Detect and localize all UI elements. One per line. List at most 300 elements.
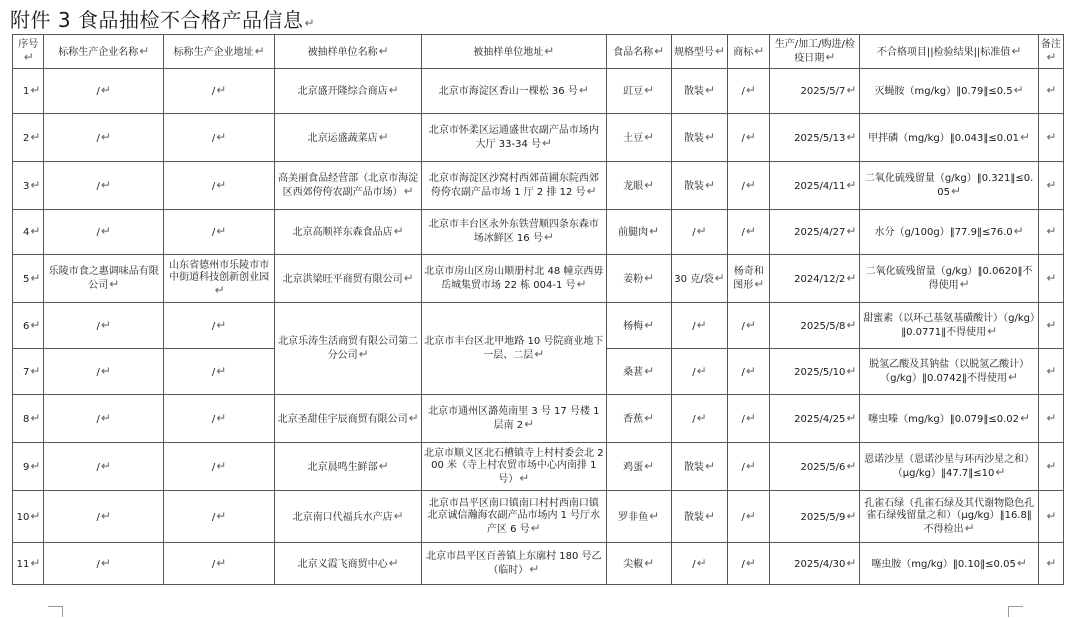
- cell-food: [606, 543, 671, 585]
- column-header-label: 标称生产企业地址: [173, 46, 254, 58]
- cell-text: /: [741, 558, 745, 570]
- cell-spec: [671, 114, 728, 162]
- cell-text: 11: [16, 558, 30, 570]
- cell-text: 北京高顺祥东森食品店: [292, 227, 393, 238]
- column-header: [275, 35, 422, 69]
- table-row: [13, 491, 1064, 543]
- cell-mfr: [44, 491, 164, 543]
- cell-text: 2024/12/2: [794, 273, 846, 285]
- cell-unit-addr: [422, 395, 607, 443]
- paragraph-mark-icon: ↵: [529, 561, 540, 576]
- paragraph-mark-icon: ↵: [745, 224, 756, 238]
- cell-text: /: [211, 227, 216, 238]
- cell-text: 北京市通州区潞苑南里 3 号 17 号楼 1 层南 2: [428, 405, 600, 431]
- paragraph-mark-icon: ↵: [649, 224, 660, 238]
- table-row: [13, 303, 1064, 349]
- cell-text: 散装: [683, 180, 704, 192]
- cell-text: 2025/4/11: [794, 180, 846, 192]
- cell-text: 8: [23, 413, 30, 425]
- cell-date: [770, 69, 860, 114]
- cell-text: /: [741, 413, 745, 425]
- paragraph-mark-icon: ↵: [644, 270, 655, 285]
- cell-text: 灭蝇胺（mg/kg）‖0.79‖≤0.5: [874, 86, 1013, 97]
- cell-food: [606, 443, 671, 491]
- paragraph-mark-icon: ↵: [393, 508, 404, 523]
- paragraph-mark-icon: ↵: [846, 129, 857, 144]
- cell-date: [770, 162, 860, 210]
- cell-item: [860, 395, 1038, 443]
- paragraph-mark-icon: ↵: [696, 224, 707, 238]
- cell-text: /: [741, 320, 745, 332]
- cell-text: 土豆: [623, 132, 644, 144]
- cell-spec: [671, 255, 728, 303]
- cell-text: 甜蜜素（以环己基氨基磺酸计）（g/kg）‖0.0771‖不得使用: [863, 312, 1036, 338]
- cell-text: /: [692, 558, 696, 570]
- cell-no: [13, 114, 44, 162]
- cell-text: 恩诺沙星（恩诺沙星与环丙沙星之和）（μg/kg）‖47.7‖≤10: [864, 453, 1035, 479]
- cell-text: 杨奇和图形: [733, 265, 764, 291]
- cell-date: [770, 395, 860, 443]
- cell-no: [13, 69, 44, 114]
- cell-text: 北京市顺义区北石槽镇寺上村村委会北 200 米（寺上村农贸市场中心内南排 1 号）: [424, 447, 604, 485]
- cell-text: 散装: [683, 511, 704, 523]
- cell-unit-addr: [422, 210, 607, 255]
- paragraph-mark-icon: ↵: [745, 363, 756, 378]
- cell-unit-addr: [422, 162, 607, 210]
- cell-text: /: [741, 86, 745, 97]
- cell-unit-addr: [422, 303, 607, 395]
- column-header: [13, 35, 44, 69]
- table-row: [13, 114, 1064, 162]
- paragraph-mark-icon: ↵: [378, 43, 389, 58]
- cell-text: 2025/5/13: [794, 132, 846, 144]
- cell-mfr-addr: [164, 69, 275, 114]
- cell-text: 二氧化硫残留量（g/kg）‖0.321‖≤0.05: [864, 172, 1034, 198]
- paragraph-mark-icon: ↵: [846, 177, 857, 192]
- paragraph-mark-icon: ↵: [254, 43, 265, 58]
- cell-food: [606, 114, 671, 162]
- paragraph-mark-icon: ↵: [745, 177, 756, 192]
- paragraph-mark-icon: ↵: [30, 224, 41, 238]
- cell-item: [860, 114, 1038, 162]
- cell-text: 龙眼: [623, 180, 644, 192]
- cell-text: 4: [23, 227, 30, 238]
- table-row: [13, 255, 1064, 303]
- cell-mfr-addr: [164, 255, 275, 303]
- paragraph-mark-icon: ↵: [846, 508, 857, 523]
- unqualified-products-table: [12, 34, 1064, 585]
- paragraph-mark-icon: ↵: [530, 520, 541, 535]
- cell-item: [860, 543, 1038, 585]
- cell-note: [1038, 255, 1063, 303]
- cell-text: 10: [16, 511, 30, 523]
- paragraph-mark-icon: ↵: [216, 177, 227, 192]
- paragraph-mark-icon: ↵: [1046, 270, 1057, 285]
- paragraph-mark-icon: ↵: [576, 276, 587, 291]
- paragraph-mark-icon: ↵: [1020, 129, 1031, 144]
- column-header-label: 标称生产企业名称: [58, 46, 139, 58]
- cell-unit: [275, 443, 422, 491]
- cell-no: [13, 255, 44, 303]
- cell-unit-addr: [422, 443, 607, 491]
- cell-text: 香蕉: [623, 413, 644, 425]
- table-row: [13, 162, 1064, 210]
- paragraph-mark-icon: ↵: [100, 224, 111, 238]
- cell-text: 2025/5/6: [800, 461, 846, 473]
- cell-spec: [671, 543, 728, 585]
- cell-text: 二氧化硫残留量（g/kg）‖0.0620‖不得使用: [865, 265, 1033, 291]
- paragraph-mark-icon: ↵: [216, 555, 227, 570]
- cell-food: [606, 303, 671, 349]
- title-text: 附件 3 食品抽检不合格产品信息: [10, 8, 304, 32]
- paragraph-mark-icon: ↵: [543, 230, 554, 244]
- cell-brand: [728, 491, 770, 543]
- cell-text: 2025/5/7: [800, 86, 846, 97]
- cell-food: [606, 395, 671, 443]
- cell-text: 前腿肉: [618, 227, 649, 238]
- paragraph-mark-icon: ↵: [846, 270, 857, 285]
- paragraph-mark-icon: ↵: [100, 129, 111, 144]
- cell-brand: [728, 255, 770, 303]
- column-header-label: 商标: [733, 46, 754, 58]
- cell-food: [606, 491, 671, 543]
- paragraph-mark-icon: ↵: [1013, 83, 1024, 97]
- paragraph-mark-icon: ↵: [964, 520, 975, 535]
- paragraph-mark-icon: ↵: [304, 16, 316, 30]
- cell-mfr: [44, 443, 164, 491]
- cell-text: 2025/5/10: [794, 366, 846, 378]
- cell-date: [770, 443, 860, 491]
- cell-text: 罗非鱼: [618, 511, 649, 523]
- cell-unit: [275, 69, 422, 114]
- cell-text: 北京盛开隆综合商店: [297, 86, 388, 97]
- cell-text: 1: [23, 86, 30, 97]
- paragraph-mark-icon: ↵: [216, 458, 227, 473]
- column-header-label: 生产/加工/购进/检疫日期: [774, 38, 855, 64]
- cell-text: /: [692, 413, 696, 425]
- paragraph-mark-icon: ↵: [1046, 224, 1057, 238]
- table-row: [13, 443, 1064, 491]
- cell-text: /: [96, 132, 100, 144]
- paragraph-mark-icon: ↵: [714, 270, 725, 285]
- cell-text: 北京圣甜佳宇辰商贸有限公司: [277, 413, 408, 425]
- cell-text: 桑葚: [623, 366, 644, 378]
- cell-mfr-addr: [164, 162, 275, 210]
- cell-text: /: [741, 180, 745, 192]
- cell-date: [770, 543, 860, 585]
- column-header: [860, 35, 1038, 69]
- paragraph-mark-icon: ↵: [1046, 177, 1057, 192]
- paragraph-mark-icon: ↵: [378, 129, 389, 144]
- cell-text: /: [96, 511, 100, 523]
- paragraph-mark-icon: ↵: [754, 43, 765, 58]
- column-header: [422, 35, 607, 69]
- cell-text: /: [741, 461, 745, 473]
- paragraph-mark-icon: ↵: [654, 43, 665, 58]
- paragraph-mark-icon: ↵: [1020, 410, 1031, 425]
- cell-item: [860, 349, 1038, 395]
- cell-text: /: [96, 413, 100, 425]
- cell-spec: [671, 395, 728, 443]
- cell-text: 噻虫胺（mg/kg）‖0.10‖≤0.05: [871, 558, 1016, 570]
- paragraph-mark-icon: ↵: [100, 410, 111, 425]
- cell-text: 北京市昌平区百善镇上东廓村 180 号乙（临时）: [426, 550, 602, 576]
- cell-text: 姜粉: [623, 273, 644, 285]
- paragraph-mark-icon: ↵: [745, 129, 756, 144]
- paragraph-mark-icon: ↵: [216, 508, 227, 523]
- cell-brand: [728, 303, 770, 349]
- cell-mfr-addr: [164, 543, 275, 585]
- paragraph-mark-icon: ↵: [846, 458, 857, 473]
- paragraph-mark-icon: ↵: [30, 177, 41, 192]
- paragraph-mark-icon: ↵: [388, 555, 399, 570]
- cell-no: [13, 162, 44, 210]
- cell-text: /: [211, 180, 216, 192]
- cell-mfr: [44, 114, 164, 162]
- cell-spec: [671, 303, 728, 349]
- paragraph-mark-icon: ↵: [408, 410, 419, 425]
- cell-text: /: [692, 227, 696, 238]
- paragraph-mark-icon: ↵: [388, 83, 399, 97]
- cell-text: 脱氢乙酸及其钠盐（以脱氢乙酸计）（g/kg）‖0.0742‖不得使用: [869, 358, 1030, 384]
- column-header: [1038, 35, 1063, 69]
- paragraph-mark-icon: ↵: [704, 83, 715, 97]
- cell-unit-addr: [422, 255, 607, 303]
- cell-spec: [671, 491, 728, 543]
- cell-date: [770, 210, 860, 255]
- cell-unit: [275, 303, 422, 395]
- column-header-label: 备注: [1040, 38, 1061, 50]
- cell-text: /: [211, 86, 216, 97]
- cell-text: /: [211, 320, 216, 332]
- cell-text: /: [96, 227, 100, 238]
- paragraph-mark-icon: ↵: [704, 129, 715, 144]
- paragraph-mark-icon: ↵: [30, 270, 41, 285]
- cell-no: [13, 349, 44, 395]
- paragraph-mark-icon: ↵: [1008, 369, 1019, 384]
- cell-food: [606, 210, 671, 255]
- paragraph-mark-icon: ↵: [1046, 129, 1057, 144]
- cell-text: 北京市怀柔区运通盛世农副产品市场内大厅 33-34 号: [428, 124, 599, 150]
- cell-no: [13, 491, 44, 543]
- cell-item: [860, 491, 1038, 543]
- paragraph-mark-icon: ↵: [959, 276, 970, 291]
- cell-text: 尖椒: [623, 558, 644, 570]
- paragraph-mark-icon: ↵: [403, 183, 414, 198]
- paragraph-mark-icon: ↵: [846, 363, 857, 378]
- cell-brand: [728, 443, 770, 491]
- paragraph-mark-icon: ↵: [644, 410, 655, 425]
- paragraph-mark-icon: ↵: [519, 470, 530, 485]
- cell-item: [860, 69, 1038, 114]
- cell-note: [1038, 395, 1063, 443]
- paragraph-mark-icon: ↵: [358, 346, 369, 361]
- paragraph-mark-icon: ↵: [1046, 458, 1057, 473]
- cell-text: 孔雀石绿（孔雀石绿及其代谢物隐色孔雀石绿残留量之和）（μg/kg）‖16.8‖不得检出: [864, 497, 1035, 535]
- cell-brand: [728, 210, 770, 255]
- cell-text: 高美丽食品经营部（北京市海淀区西郊侉侉农副产品市场）: [278, 172, 419, 198]
- column-header-label: 不合格项目||检验结果||标准值: [876, 46, 1011, 58]
- cell-text: 30 克/袋: [674, 273, 714, 285]
- paragraph-mark-icon: ↵: [109, 276, 120, 291]
- cell-mfr: [44, 162, 164, 210]
- cell-text: /: [741, 227, 745, 238]
- table-row: [13, 543, 1064, 585]
- cell-text: /: [211, 558, 216, 570]
- column-header-label: 食品名称: [613, 46, 654, 58]
- cell-spec: [671, 210, 728, 255]
- cell-text: 北京晨鸣生鲜部: [307, 461, 378, 473]
- cell-text: /: [96, 180, 100, 192]
- cell-no: [13, 210, 44, 255]
- cell-text: /: [96, 86, 100, 97]
- paragraph-mark-icon: ↵: [644, 83, 655, 97]
- cell-brand: [728, 349, 770, 395]
- cell-date: [770, 114, 860, 162]
- cell-food: [606, 349, 671, 395]
- column-header: [164, 35, 275, 69]
- cell-mfr: [44, 395, 164, 443]
- cell-text: 北京洪梁旺平商贸有限公司: [282, 273, 403, 285]
- cell-no: [13, 303, 44, 349]
- cell-text: 9: [23, 461, 30, 473]
- paragraph-mark-icon: ↵: [216, 317, 227, 332]
- cell-unit-addr: [422, 491, 607, 543]
- paragraph-mark-icon: ↵: [100, 317, 111, 332]
- paragraph-mark-icon: ↵: [1013, 224, 1024, 238]
- page-corner-mark: [48, 606, 63, 617]
- cell-text: 散装: [683, 132, 704, 144]
- cell-text: /: [211, 461, 216, 473]
- cell-unit: [275, 114, 422, 162]
- page-corner-mark: [1008, 606, 1023, 617]
- cell-text: 北京市丰台区北甲地路 10 号院商业地下一层、二层: [424, 335, 604, 361]
- paragraph-mark-icon: ↵: [745, 410, 756, 425]
- paragraph-mark-icon: ↵: [216, 363, 227, 378]
- cell-spec: [671, 162, 728, 210]
- cell-unit-addr: [422, 69, 607, 114]
- paragraph-mark-icon: ↵: [578, 83, 589, 97]
- column-header-label: 规格型号: [673, 46, 714, 58]
- paragraph-mark-icon: ↵: [846, 317, 857, 332]
- cell-unit-addr: [422, 114, 607, 162]
- paragraph-mark-icon: ↵: [704, 177, 715, 192]
- cell-unit: [275, 210, 422, 255]
- cell-note: [1038, 543, 1063, 585]
- paragraph-mark-icon: ↵: [846, 410, 857, 425]
- column-header: [606, 35, 671, 69]
- paragraph-mark-icon: ↵: [745, 83, 756, 97]
- cell-text: 北京义霞飞商贸中心: [297, 558, 388, 570]
- paragraph-mark-icon: ↵: [534, 346, 545, 361]
- cell-no: [13, 443, 44, 491]
- paragraph-mark-icon: ↵: [100, 555, 111, 570]
- paragraph-mark-icon: ↵: [216, 129, 227, 144]
- cell-text: 北京运盛蔬菜店: [307, 132, 378, 144]
- paragraph-mark-icon: ↵: [100, 177, 111, 192]
- cell-text: 北京市昌平区南口镇南口村村西南口镇北京诚信瀚海农副产品市场内 1 号厅水产区 6 号: [427, 497, 601, 535]
- column-header: [770, 35, 860, 69]
- cell-text: 2025/4/25: [794, 413, 846, 425]
- cell-text: 3: [23, 180, 30, 192]
- paragraph-mark-icon: ↵: [649, 508, 660, 523]
- cell-item: [860, 162, 1038, 210]
- paragraph-mark-icon: ↵: [100, 83, 111, 97]
- paragraph-mark-icon: ↵: [1046, 49, 1057, 64]
- cell-text: 北京市海淀区沙窝村西郊苗圃东院西郊侉侉农副产品市场 1 厅 2 排 12 号: [428, 172, 599, 198]
- paragraph-mark-icon: ↵: [745, 555, 756, 570]
- cell-text: 乐陵市食之惠调味品有限公司: [48, 265, 159, 291]
- paragraph-mark-icon: ↵: [1046, 317, 1057, 332]
- paragraph-mark-icon: ↵: [216, 410, 227, 425]
- paragraph-mark-icon: ↵: [1011, 43, 1022, 58]
- paragraph-mark-icon: ↵: [544, 43, 555, 58]
- cell-no: [13, 395, 44, 443]
- cell-text: /: [692, 366, 696, 378]
- cell-text: 山东省德州市乐陵市市中街道科技创新创业园: [169, 259, 270, 283]
- table-body: [13, 69, 1064, 585]
- cell-item: [860, 443, 1038, 491]
- cell-text: /: [741, 366, 745, 378]
- paragraph-mark-icon: ↵: [644, 363, 655, 378]
- table-row: [13, 69, 1064, 114]
- paragraph-mark-icon: ↵: [696, 555, 707, 570]
- cell-note: [1038, 69, 1063, 114]
- cell-brand: [728, 543, 770, 585]
- paragraph-mark-icon: ↵: [1016, 555, 1027, 570]
- cell-text: /: [211, 366, 216, 378]
- cell-unit: [275, 395, 422, 443]
- cell-text: 2025/5/8: [800, 320, 846, 332]
- paragraph-mark-icon: ↵: [586, 183, 597, 198]
- paragraph-mark-icon: ↵: [745, 458, 756, 473]
- cell-mfr-addr: [164, 443, 275, 491]
- cell-text: /: [96, 558, 100, 570]
- paragraph-mark-icon: ↵: [644, 177, 655, 192]
- cell-note: [1038, 491, 1063, 543]
- paragraph-mark-icon: ↵: [846, 224, 857, 238]
- cell-text: 豇豆: [623, 86, 644, 97]
- cell-text: 北京市房山区房山顺册村北 48 幢京西毋岳城集贸市场 22 栋 004-1 号: [424, 265, 604, 291]
- paragraph-mark-icon: ↵: [30, 129, 41, 144]
- document-title: [10, 4, 315, 33]
- cell-note: [1038, 162, 1063, 210]
- cell-food: [606, 69, 671, 114]
- table-row: [13, 210, 1064, 255]
- cell-text: /: [96, 366, 100, 378]
- paragraph-mark-icon: ↵: [995, 464, 1006, 479]
- paragraph-mark-icon: ↵: [30, 363, 41, 378]
- cell-mfr: [44, 349, 164, 395]
- cell-brand: [728, 395, 770, 443]
- paragraph-mark-icon: ↵: [644, 458, 655, 473]
- paragraph-mark-icon: ↵: [378, 458, 389, 473]
- cell-text: /: [96, 320, 100, 332]
- cell-spec: [671, 349, 728, 395]
- cell-note: [1038, 303, 1063, 349]
- cell-text: 散装: [683, 461, 704, 473]
- paragraph-mark-icon: ↵: [1046, 410, 1057, 425]
- column-header-label: 被抽样单位地址: [473, 46, 544, 58]
- cell-no: [13, 543, 44, 585]
- cell-brand: [728, 114, 770, 162]
- cell-mfr: [44, 69, 164, 114]
- cell-spec: [671, 69, 728, 114]
- cell-text: /: [741, 132, 745, 144]
- cell-text: 2025/4/27: [794, 227, 846, 238]
- paragraph-mark-icon: ↵: [30, 555, 41, 570]
- cell-mfr: [44, 543, 164, 585]
